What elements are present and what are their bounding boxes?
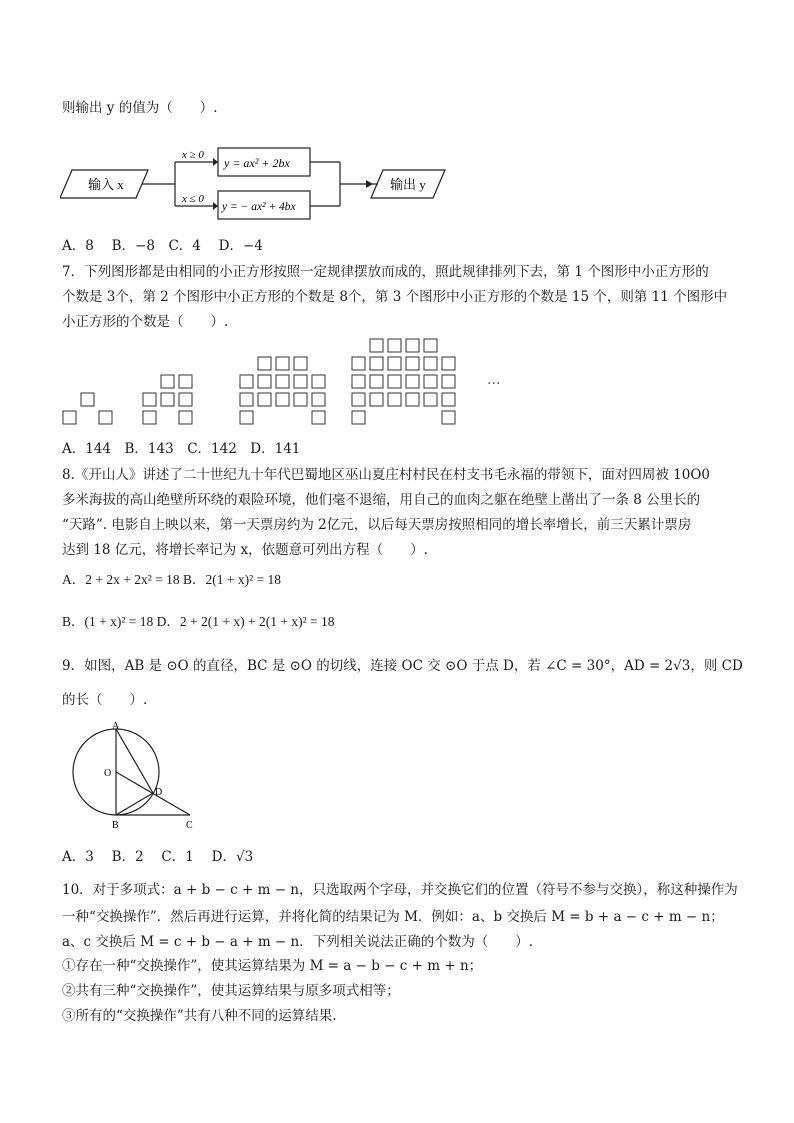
square-pattern-figures — [60, 338, 510, 428]
q8-line-2: 多米海拔的高山绝壁所环绕的艰险环境，他们毫不退缩，用自己的血肉之躯在绝壁上凿出了一条 8 公里长的 — [62, 492, 701, 508]
q10-statement-1: ①存在一种“交换操作”，使其运算结果为 M = a − b − c + m + n； — [62, 958, 483, 974]
point-c-label: C — [186, 820, 193, 831]
small-square — [258, 375, 271, 388]
point-d-label: D — [155, 787, 163, 798]
small-square — [240, 411, 253, 424]
flow-cond-bottom: x ≤ 0 — [182, 193, 204, 205]
small-square — [240, 393, 253, 406]
small-square — [63, 411, 76, 424]
arrow-icon — [213, 202, 218, 210]
pattern-ellipsis: … — [487, 372, 501, 388]
small-square — [258, 357, 271, 370]
q7-options: A．144 B．143 C．142 D．141 — [62, 441, 301, 457]
small-square — [388, 339, 401, 352]
small-square — [276, 375, 289, 388]
flow-input-label: 输入 x — [88, 177, 124, 192]
small-square — [81, 393, 94, 406]
small-square — [424, 375, 437, 388]
q7-line-2: 个数是 3个，第 2 个图形中小正方形的个数是 8个，第 3 个图形中小正方形的个数是 15 个，则第 11 个图形中 — [62, 289, 728, 305]
small-square — [294, 375, 307, 388]
q6-options: A．8 B．−8 C．4 D．−4 — [62, 238, 263, 254]
small-square — [370, 357, 383, 370]
q10-line-1: 10．对于多项式：a + b − c + m − n，只选取两个字母，并交换它们的位置（符号不参与交换），称这种操作为 — [62, 882, 738, 898]
small-square — [388, 393, 401, 406]
small-square — [312, 411, 325, 424]
small-square — [294, 393, 307, 406]
small-square — [143, 393, 156, 406]
small-square — [179, 411, 192, 424]
small-square — [370, 393, 383, 406]
q8-line-1: 8.《开山人》讲述了二十世纪九十年代巴蜀地区巫山夏庄村村民在村支书毛永福的带领下，面对四周被 10O0 — [62, 467, 711, 483]
small-square — [406, 393, 419, 406]
small-square — [312, 393, 325, 406]
small-square — [143, 411, 156, 424]
small-square — [442, 393, 455, 406]
q8-options-row-1: A．2 + 2x + 2x² = 18 B．2(1 + x)² = 18 — [62, 572, 282, 587]
flow-cond-top: x ≥ 0 — [182, 149, 204, 161]
flowchart — [60, 140, 460, 225]
small-square — [388, 375, 401, 388]
small-square — [352, 357, 365, 370]
small-square — [312, 375, 325, 388]
q8-line-3: “天路”. 电影自上映以来，第一天票房约为 2亿元，以后每天票房按照相同的增长率增长，前三天累计票房 — [62, 517, 692, 533]
q10-line-2: 一种“交换操作”．然后再进行运算，并将化简的结果记为 M．例如：a、b 交换后 M = b + a − c + m − n； — [62, 909, 724, 925]
small-square — [179, 375, 192, 388]
small-square — [294, 357, 307, 370]
small-square — [276, 393, 289, 406]
small-square — [406, 339, 419, 352]
small-square — [442, 411, 455, 424]
small-square — [352, 393, 365, 406]
q9-options: A．3 B．2 C．1 D．√3 — [62, 849, 254, 865]
small-square — [161, 393, 174, 406]
small-square — [424, 339, 437, 352]
small-square — [406, 375, 419, 388]
flow-output-label: 输出 y — [390, 177, 426, 192]
q6-stem-tail: 则输出 y 的值为（ ）. — [62, 100, 218, 116]
arrow-icon — [366, 180, 373, 188]
point-a-label: A — [112, 721, 120, 732]
small-square — [442, 357, 455, 370]
q8-options-row-2: B．(1 + x)² = 18 D．2 + 2(1 + x) + 2(1 + x)² = 18 — [62, 614, 335, 629]
small-square — [388, 357, 401, 370]
small-square — [442, 375, 455, 388]
q10-line-3: a、c 交换后 M = c + b − a + m − n．下列相关说法正确的个数为（ ）. — [62, 934, 534, 950]
small-square — [258, 393, 271, 406]
small-square — [352, 375, 365, 388]
q10-statement-2: ②共有三种“交换操作”，使其运算结果与原多项式相等； — [62, 983, 400, 999]
segment-bd — [116, 793, 153, 815]
small-square — [240, 375, 253, 388]
small-square — [99, 411, 112, 424]
q8-line-4: 达到 18 亿元，将增长率记为 x，依题意可列出方程（ ）. — [62, 542, 428, 558]
q9-line-2: 的长（ ）. — [62, 692, 148, 708]
flow-formula-top: y = ax² + 2bx — [224, 156, 290, 170]
small-square — [179, 393, 192, 406]
circle-tangent-figure — [60, 720, 210, 835]
point-o-label: O — [104, 768, 112, 779]
q7-line-3: 小正方形的个数是（ ）. — [62, 314, 229, 330]
small-square — [406, 357, 419, 370]
q7-line-1: 7．下列图形都是由相同的小正方形按照一定规律摆放而成的，照此规律排列下去，第 1 个图形中小正方形的 — [62, 264, 709, 280]
small-square — [370, 375, 383, 388]
q9-line-1: 9．如图，AB 是 ⊙O 的直径，BC 是 ⊙O 的切线，连接 OC 交 ⊙O 于点 D，若 ∠C = 30°，AD = 2√3，则 CD — [62, 658, 743, 674]
point-b-label: B — [112, 820, 119, 831]
small-square — [424, 357, 437, 370]
flow-formula-bottom: y = − ax² + 4bx — [222, 201, 296, 213]
arrow-icon — [213, 158, 218, 166]
q10-statement-3: ③所有的“交换操作”共有八种不同的运算结果. — [62, 1008, 337, 1024]
small-square — [276, 357, 289, 370]
small-square — [424, 393, 437, 406]
small-square — [370, 339, 383, 352]
small-square — [352, 411, 365, 424]
small-square — [161, 375, 174, 388]
